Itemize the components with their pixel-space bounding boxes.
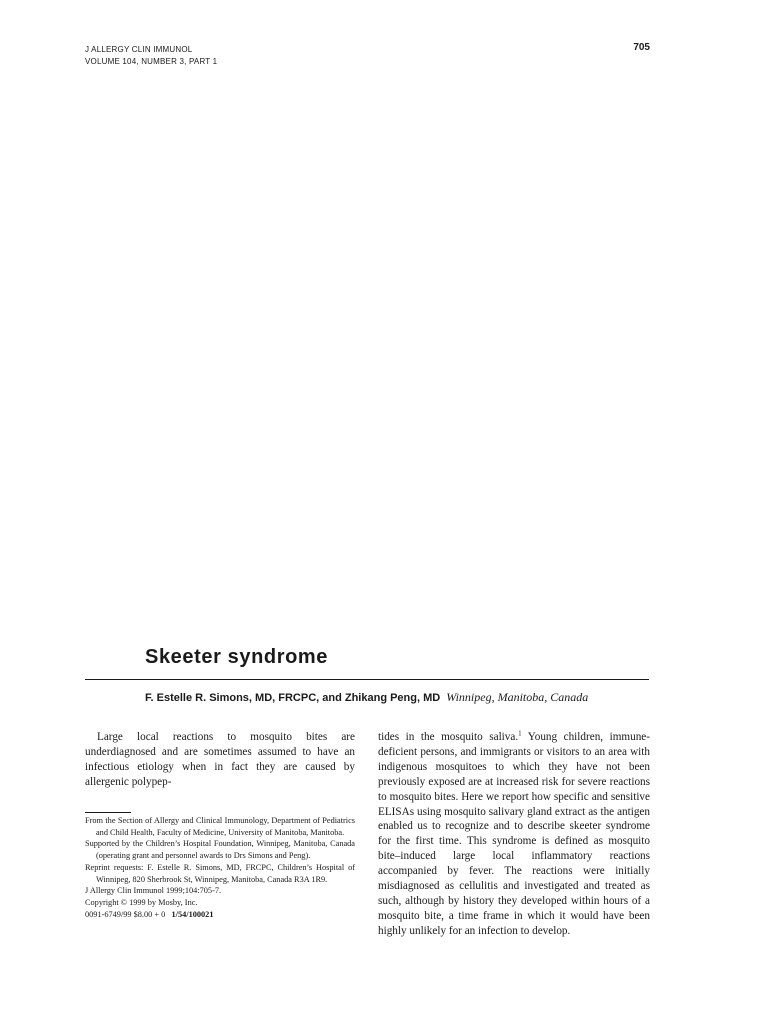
journal-name: J ALLERGY CLIN IMMUNOL xyxy=(85,45,193,54)
footnote-reprints: Reprint requests: F. Estelle R. Simons, MD, FRCPC, Children’s Hospital of Winnipeg, 820 Sherbrook St, Winnipeg, Manitoba, Canada R3A 1R9. xyxy=(85,862,355,884)
title-rule xyxy=(85,679,649,680)
footnote-affiliation: From the Section of Allergy and Clinical Immunology, Department of Pediatrics and Child Health, Faculty of Medicine, University of Manitoba, Manitoba. xyxy=(85,816,355,837)
author-location: Winnipeg, Manitoba, Canada xyxy=(446,690,589,704)
authors: F. Estelle R. Simons, MD, FRCPC, and Zhikang Peng, MD xyxy=(145,692,441,704)
continued-paragraph-start: tides in the mosquito saliva. xyxy=(378,731,519,743)
issn: 0091-6749/99 $8.00 + 0 xyxy=(85,909,166,919)
footnote-citation: J Allergy Clin Immunol 1999;104:705-7. xyxy=(85,886,222,896)
footnote-copyright: Copyright © 1999 by Mosby, Inc. xyxy=(85,897,198,907)
footnote-issn-line xyxy=(85,909,355,921)
reference-marker: 1 xyxy=(518,729,522,738)
article-title: Skeeter syndrome xyxy=(145,646,329,668)
volume-info: VOLUME 104, NUMBER 3, PART 1 xyxy=(85,57,218,66)
body-left-column xyxy=(85,730,355,790)
footnote-support: Supported by the Children’s Hospital Foundation, Winnipeg, Manitoba, Canada (operating grant and personnel awards to Drs Simons and Peng). xyxy=(85,839,355,861)
page-number: 705 xyxy=(633,42,650,53)
footnotes xyxy=(85,815,355,920)
body-right-column xyxy=(378,730,650,939)
continued-paragraph-rest: Young children, immune-deficient persons, and immigrants or visitors to an area with indigenous mosquitoes to which they have not been previously exposed are at increased risk for severe reactions to mosquito bites. Here we report how specific and sensitive ELISAs using mosquito salivary gland extract as the antigen enabled us to recognize and to describe skeeter syndrome for the first time. This syndrome is defined as mosquito bite–induced large local inflammatory reactions accompanied by fever. The reactions were initially misdiagnosed as cellulitis and investigated and treated as such, although by history they developed within hours of a mosquito bite, a time frame in which it would have been highly unlikely for an infection to develop. xyxy=(378,731,650,937)
byline xyxy=(145,690,588,705)
intro-paragraph: Large local reactions to mosquito bites are underdiagnosed and are sometimes assumed to have an infectious etiology when in fact they are caused by allergenic polypep- xyxy=(85,731,355,788)
footnote-rule xyxy=(85,812,131,813)
article-code: 1/54/100021 xyxy=(171,909,214,919)
running-head xyxy=(85,44,217,68)
